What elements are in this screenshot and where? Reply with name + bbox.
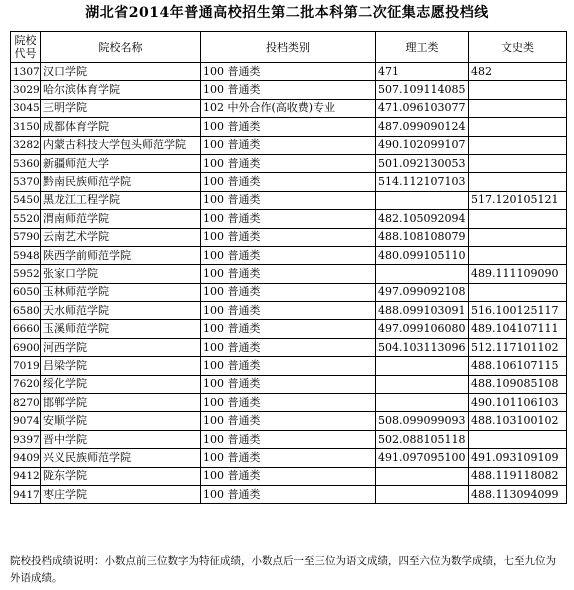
cell-code: 6900 — [11, 338, 41, 356]
cell-code: 5450 — [11, 191, 41, 209]
cell-science: 497.099092108 — [376, 283, 469, 301]
cell-science: 504.103113096 — [376, 338, 469, 356]
cell-arts — [469, 118, 567, 136]
cell-name: 陕西学前师范学院 — [41, 246, 201, 264]
cell-category: 100 普通类 — [201, 302, 376, 320]
cell-science: 488.108108079 — [376, 228, 469, 246]
cell-arts — [469, 283, 567, 301]
cell-category: 100 普通类 — [201, 118, 376, 136]
cell-code: 5360 — [11, 154, 41, 172]
header-science: 理工类 — [376, 32, 469, 63]
table-row — [11, 246, 567, 264]
cell-name: 黑龙江工程学院 — [41, 191, 201, 209]
cell-name: 河西学院 — [41, 338, 201, 356]
table-row — [11, 449, 567, 467]
cell-arts: 489.104107111 — [469, 320, 567, 338]
cell-code: 5948 — [11, 246, 41, 264]
cell-code: 5520 — [11, 210, 41, 228]
cell-science: 507.109114085 — [376, 81, 469, 99]
cell-name: 哈尔滨体育学院 — [41, 81, 201, 99]
cell-science — [376, 357, 469, 375]
cell-science: 480.099105110 — [376, 246, 469, 264]
cell-science: 487.099090124 — [376, 118, 469, 136]
cell-name: 汉口学院 — [41, 63, 201, 81]
cell-category: 100 普通类 — [201, 265, 376, 283]
table-row — [11, 210, 567, 228]
cell-category: 100 普通类 — [201, 430, 376, 448]
cell-name: 吕梁学院 — [41, 357, 201, 375]
cell-arts: 482 — [469, 63, 567, 81]
cell-code: 5952 — [11, 265, 41, 283]
cell-category: 100 普通类 — [201, 191, 376, 209]
cell-category: 100 普通类 — [201, 412, 376, 430]
cell-category: 100 普通类 — [201, 283, 376, 301]
cell-arts — [469, 81, 567, 99]
table-row — [11, 412, 567, 430]
admission-table — [10, 31, 567, 504]
cell-arts: 491.093109109 — [469, 449, 567, 467]
cell-category: 100 普通类 — [201, 210, 376, 228]
cell-science: 502.088105118 — [376, 430, 469, 448]
table-row — [11, 375, 567, 393]
cell-category: 100 普通类 — [201, 375, 376, 393]
cell-name: 玉溪师范学院 — [41, 320, 201, 338]
cell-science: 514.112107103 — [376, 173, 469, 191]
table-row — [11, 357, 567, 375]
cell-science — [376, 394, 469, 412]
cell-science: 488.099103091 — [376, 302, 469, 320]
cell-code: 3045 — [11, 99, 41, 117]
cell-category: 100 普通类 — [201, 467, 376, 485]
header-name: 院校名称 — [41, 32, 201, 63]
cell-arts: 488.113094099 — [469, 485, 567, 503]
table-row — [11, 118, 567, 136]
header-arts: 文史类 — [469, 32, 567, 63]
table-row — [11, 154, 567, 172]
cell-science — [376, 191, 469, 209]
cell-category: 100 普通类 — [201, 357, 376, 375]
cell-arts — [469, 154, 567, 172]
cell-name: 绥化学院 — [41, 375, 201, 393]
cell-code: 3029 — [11, 81, 41, 99]
table-row — [11, 81, 567, 99]
cell-arts — [469, 99, 567, 117]
table-row — [11, 136, 567, 154]
table-row — [11, 228, 567, 246]
cell-name: 玉林师范学院 — [41, 283, 201, 301]
cell-code: 8270 — [11, 394, 41, 412]
cell-science: 482.105092094 — [376, 210, 469, 228]
cell-code: 6050 — [11, 283, 41, 301]
cell-name: 枣庄学院 — [41, 485, 201, 503]
table-row — [11, 430, 567, 448]
cell-arts: 489.111109090 — [469, 265, 567, 283]
cell-arts — [469, 210, 567, 228]
table-row — [11, 338, 567, 356]
cell-category: 100 普通类 — [201, 338, 376, 356]
table-row — [11, 99, 567, 117]
cell-code: 9074 — [11, 412, 41, 430]
cell-science: 491.097095100 — [376, 449, 469, 467]
cell-code: 7620 — [11, 375, 41, 393]
cell-code: 3150 — [11, 118, 41, 136]
cell-science — [376, 485, 469, 503]
cell-category: 100 普通类 — [201, 81, 376, 99]
cell-code: 5370 — [11, 173, 41, 191]
table-row — [11, 283, 567, 301]
cell-name: 张家口学院 — [41, 265, 201, 283]
cell-category: 102 中外合作(高收费)专业 — [201, 99, 376, 117]
cell-arts: 488.106107115 — [469, 357, 567, 375]
cell-code: 9409 — [11, 449, 41, 467]
cell-arts: 517.120105121 — [469, 191, 567, 209]
header-code: 院校代号 — [11, 32, 41, 63]
cell-arts: 512.117101102 — [469, 338, 567, 356]
cell-code: 7019 — [11, 357, 41, 375]
cell-code: 9397 — [11, 430, 41, 448]
cell-category: 100 普通类 — [201, 449, 376, 467]
cell-name: 兴义民族师范学院 — [41, 449, 201, 467]
cell-arts: 490.101106103 — [469, 394, 567, 412]
table-row — [11, 173, 567, 191]
cell-category: 100 普通类 — [201, 485, 376, 503]
table-row — [11, 394, 567, 412]
cell-category: 100 普通类 — [201, 246, 376, 264]
table-row — [11, 191, 567, 209]
table-row — [11, 467, 567, 485]
table-body — [11, 63, 567, 504]
cell-category: 100 普通类 — [201, 394, 376, 412]
cell-arts — [469, 246, 567, 264]
cell-science: 497.099106080 — [376, 320, 469, 338]
cell-code: 9412 — [11, 467, 41, 485]
cell-category: 100 普通类 — [201, 228, 376, 246]
cell-arts: 488.119118082 — [469, 467, 567, 485]
cell-arts: 516.100125117 — [469, 302, 567, 320]
cell-name: 安顺学院 — [41, 412, 201, 430]
score-explanation-note: 院校投档成绩说明：小数点前三位数字为特征成绩，小数点后一至三位为语文成绩，四至六位为数学成绩，七至九位为外语成绩。 — [10, 555, 556, 584]
table-header-row — [11, 32, 567, 63]
table-row — [11, 320, 567, 338]
cell-code: 6580 — [11, 302, 41, 320]
cell-science — [376, 265, 469, 283]
cell-code: 9417 — [11, 485, 41, 503]
cell-science — [376, 467, 469, 485]
cell-category: 100 普通类 — [201, 63, 376, 81]
cell-science: 471.096103077 — [376, 99, 469, 117]
cell-code: 5790 — [11, 228, 41, 246]
cell-arts — [469, 173, 567, 191]
header-category: 投档类别 — [201, 32, 376, 63]
cell-code: 6660 — [11, 320, 41, 338]
cell-category: 100 普通类 — [201, 136, 376, 154]
cell-arts: 488.109085108 — [469, 375, 567, 393]
cell-code: 1307 — [11, 63, 41, 81]
cell-name: 云南艺术学院 — [41, 228, 201, 246]
cell-category: 100 普通类 — [201, 173, 376, 191]
cell-name: 渭南师范学院 — [41, 210, 201, 228]
cell-name: 成都体育学院 — [41, 118, 201, 136]
cell-arts — [469, 136, 567, 154]
cell-code: 3282 — [11, 136, 41, 154]
cell-science: 490.102099107 — [376, 136, 469, 154]
table-row — [11, 63, 567, 81]
table-row — [11, 265, 567, 283]
cell-science: 471 — [376, 63, 469, 81]
cell-name: 晋中学院 — [41, 430, 201, 448]
cell-science: 508.099099093 — [376, 412, 469, 430]
cell-name: 邯郸学院 — [41, 394, 201, 412]
cell-science: 501.092130053 — [376, 154, 469, 172]
cell-category: 100 普通类 — [201, 320, 376, 338]
table-row — [11, 485, 567, 503]
cell-name: 陇东学院 — [41, 467, 201, 485]
cell-name: 天水师范学院 — [41, 302, 201, 320]
cell-name: 内蒙古科技大学包头师范学院 — [41, 136, 201, 154]
cell-science — [376, 375, 469, 393]
page-title: 湖北省2014年普通高校招生第二批本科第二次征集志愿投档线 — [85, 5, 489, 21]
cell-category: 100 普通类 — [201, 154, 376, 172]
cell-arts — [469, 228, 567, 246]
table-row — [11, 302, 567, 320]
cell-name: 三明学院 — [41, 99, 201, 117]
cell-arts — [469, 430, 567, 448]
cell-name: 黔南民族师范学院 — [41, 173, 201, 191]
cell-name: 新疆师范大学 — [41, 154, 201, 172]
cell-arts: 488.103100102 — [469, 412, 567, 430]
